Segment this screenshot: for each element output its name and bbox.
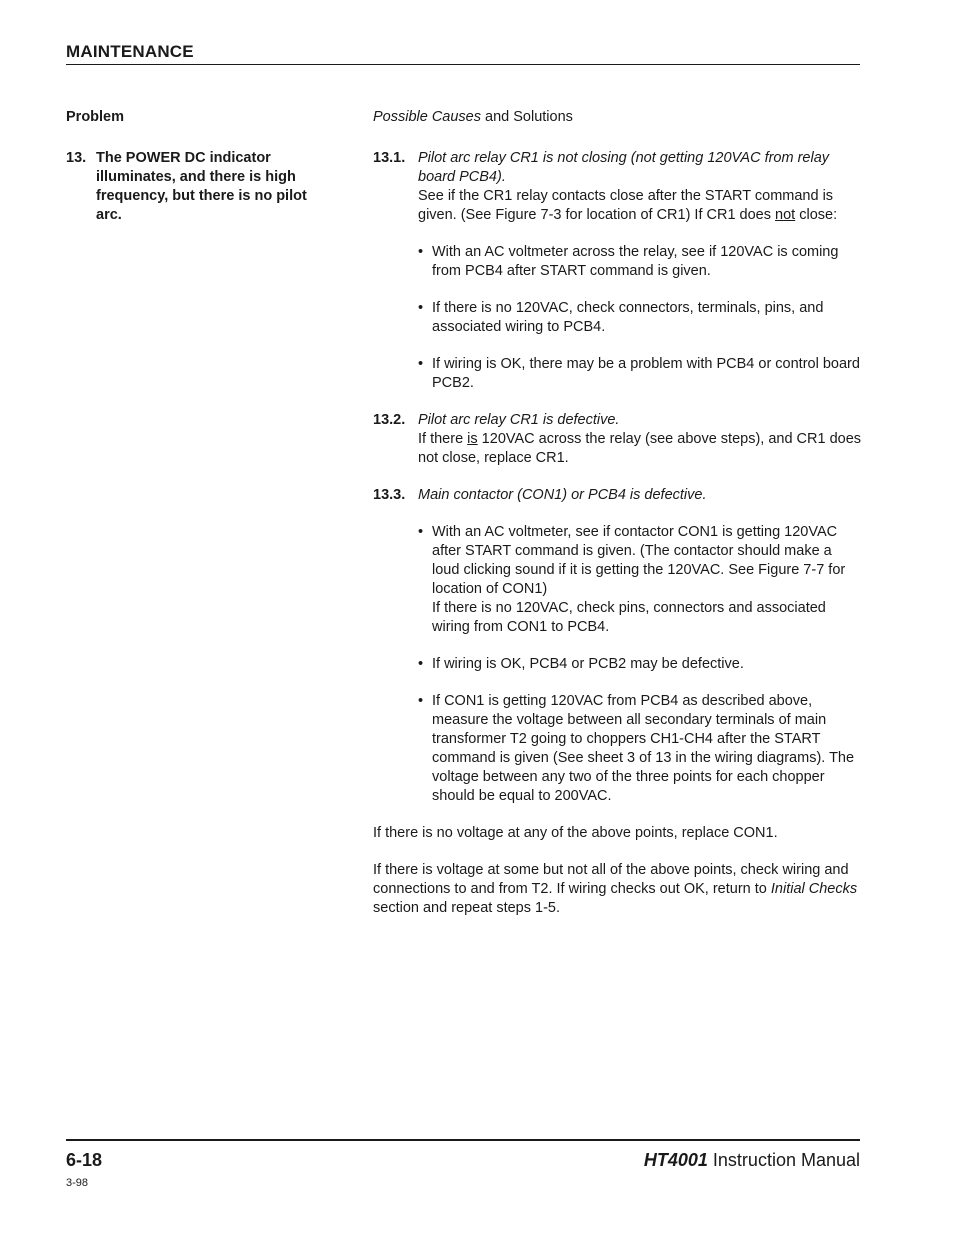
cause-number: 13.1. — [373, 150, 406, 166]
cause-number: 13.3. — [373, 487, 406, 503]
bullet-icon: • — [418, 300, 424, 316]
cause-desc-part: close: — [795, 207, 838, 223]
solutions-heading-italic: Possible Causes — [373, 109, 481, 125]
revision-date: 3-98 — [66, 1177, 89, 1189]
bullet-text: With an AC voltmeter, see if contactor CON1 is getting 120VAC after START command is given. (The contactor should make a loud clicking sound if it is getting the 120VAC. See Figure 7-7 for location of CON1) — [432, 524, 846, 597]
list-item — [418, 523, 863, 637]
bullet-icon: • — [418, 244, 424, 260]
cause-title: Pilot arc relay CR1 is defective. — [418, 412, 620, 428]
problem-heading: Problem — [66, 109, 125, 125]
bullet-text: If CON1 is getting 120VAC from PCB4 as described above, measure the voltage between all secondary terminals of main transformer T2 going to choppers CH1-CH4 after the START command is given (See sheet 3 of 13 in the wiring diagrams). The voltage between any two of the three points for each chopper should be equal to 200VAC. — [432, 693, 855, 804]
cause-description — [418, 187, 863, 225]
list-item — [418, 355, 863, 393]
footer-rule — [66, 1139, 860, 1141]
list-item — [418, 299, 863, 337]
paragraph-italic: Initial Checks — [770, 881, 858, 897]
model-name: HT4001 — [643, 1150, 708, 1170]
list-item — [418, 655, 863, 674]
solutions-heading — [373, 108, 863, 127]
cause-13-1-bullets — [373, 243, 863, 393]
manual-label: Instruction Manual — [707, 1150, 860, 1170]
list-item — [418, 692, 863, 806]
problem-item — [66, 149, 326, 225]
section-title: MAINTENANCE — [66, 42, 194, 61]
bullet-icon: • — [418, 693, 424, 709]
cause-13-3 — [373, 486, 863, 505]
list-item — [418, 243, 863, 281]
paragraph-part: section and repeat steps 1-5. — [373, 900, 561, 916]
header-rule — [66, 64, 860, 65]
problem-text: The POWER DC indicator illuminates, and there is high frequency, but there is no pilot arc. — [96, 150, 307, 223]
bullet-icon: • — [418, 656, 424, 672]
cause-desc-part: If there — [418, 431, 468, 447]
cause-title: Pilot arc relay CR1 is not closing (not getting 120VAC from relay board PCB4). — [418, 150, 830, 185]
cause-desc-underline: not — [775, 207, 796, 223]
bullet-text: With an AC voltmeter across the relay, see if 120VAC is coming from PCB4 after START command is given. — [432, 244, 839, 279]
manual-title — [644, 1150, 860, 1171]
cause-description — [418, 430, 863, 468]
cause-13-2 — [373, 411, 863, 468]
solutions-heading-rest: and Solutions — [481, 109, 573, 125]
cause-number: 13.2. — [373, 412, 406, 428]
bullet-text: If there is no 120VAC, check connectors, terminals, pins, and associated wiring to PCB4. — [432, 300, 824, 335]
cause-13-1 — [373, 149, 863, 225]
bullet-icon: • — [418, 356, 424, 372]
cause-desc-part: See if the CR1 relay contacts close after the START command is given. (See Figure 7-3 for location of CR1) If CR1 does — [418, 188, 834, 223]
cause-title: Main contactor (CON1) or PCB4 is defective. — [418, 487, 707, 503]
cause-13-3-bullets — [373, 523, 863, 806]
closing-paragraph — [373, 861, 863, 918]
cause-desc-part: 120VAC across the relay (see above steps), and CR1 does not close, replace CR1. — [418, 431, 862, 466]
cause-desc-underline: is — [467, 431, 478, 447]
bullet-icon: • — [418, 524, 424, 540]
bullet-text: If there is no 120VAC, check pins, connectors and associated wiring from CON1 to PCB4. — [432, 600, 826, 635]
page-number: 6-18 — [66, 1150, 103, 1170]
paragraph-part: If there is voltage at some but not all of the above points, check wiring and connections to and from T2. If wiring checks out OK, return to — [373, 862, 849, 897]
closing-paragraph: If there is no voltage at any of the above points, replace CON1. — [373, 825, 778, 841]
problem-number: 13. — [66, 150, 87, 166]
solutions-column — [373, 108, 863, 918]
problem-column — [66, 108, 326, 225]
bullet-text: If wiring is OK, PCB4 or PCB2 may be defective. — [432, 656, 744, 672]
bullet-text: If wiring is OK, there may be a problem with PCB4 or control board PCB2. — [432, 356, 860, 391]
